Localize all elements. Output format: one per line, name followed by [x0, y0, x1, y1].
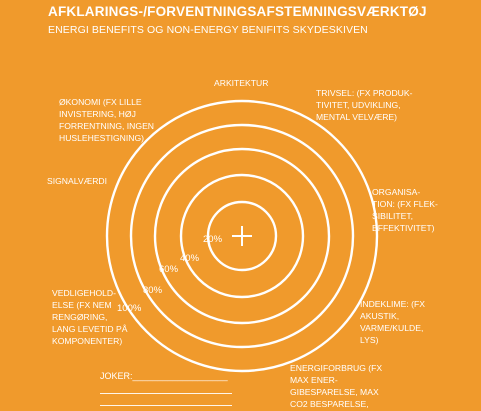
joker-line-3 — [100, 405, 232, 406]
ring-label-100: 100% — [117, 303, 142, 314]
category-indeklime: INDEKLIME: (FX AKUSTIK, VARME/KULDE, LYS) — [360, 299, 425, 345]
ring-label-60: 60% — [159, 264, 179, 275]
joker-line-2 — [100, 393, 232, 394]
category-arkitektur: ARKITEKTUR — [214, 78, 269, 88]
ring-label-80: 80% — [143, 285, 163, 296]
joker-label: JOKER:___________________ — [100, 371, 228, 381]
category-energiforbrug: ENERGIFORBRUG (FX MAX ENER- GIBESPARELSE, MAX CO2 BESPARELSE, — [290, 363, 383, 409]
category-okonomi: ØKONOMI (FX LILLE INVISTERING, HØJ FORRENTNING, INGEN HUSLEHESTIGNING) — [59, 97, 155, 143]
category-signalvaerdi: SIGNALVÆRDI — [47, 176, 108, 186]
crosshair-icon — [232, 226, 252, 246]
page-title: AFKLARINGS-/FORVENTNINGSAFSTEMNINGSVÆRKTØJ — [48, 4, 427, 19]
category-trivsel: TRIVSEL: (FX PRODUK- TIVITET, UDVIKLING, MENTAL VELVÆRE) — [316, 88, 413, 122]
page-subtitle: ENERGI BENEFITS OG NON-ENERGY BENIFITS SKYDESKIVEN — [48, 24, 368, 36]
ring-label-40: 40% — [180, 253, 200, 264]
ring-label-20: 20% — [203, 234, 223, 245]
category-vedligehold: VEDLIGEHOLD- ELSE (FX NEM RENGØRING, LANG LEVETID PÅ KOMPONENTER) — [52, 288, 128, 346]
category-organisation: ORGANISA- TION: (FX FLEK- SIBILITET, EFFEKTIVITET) — [372, 187, 438, 233]
